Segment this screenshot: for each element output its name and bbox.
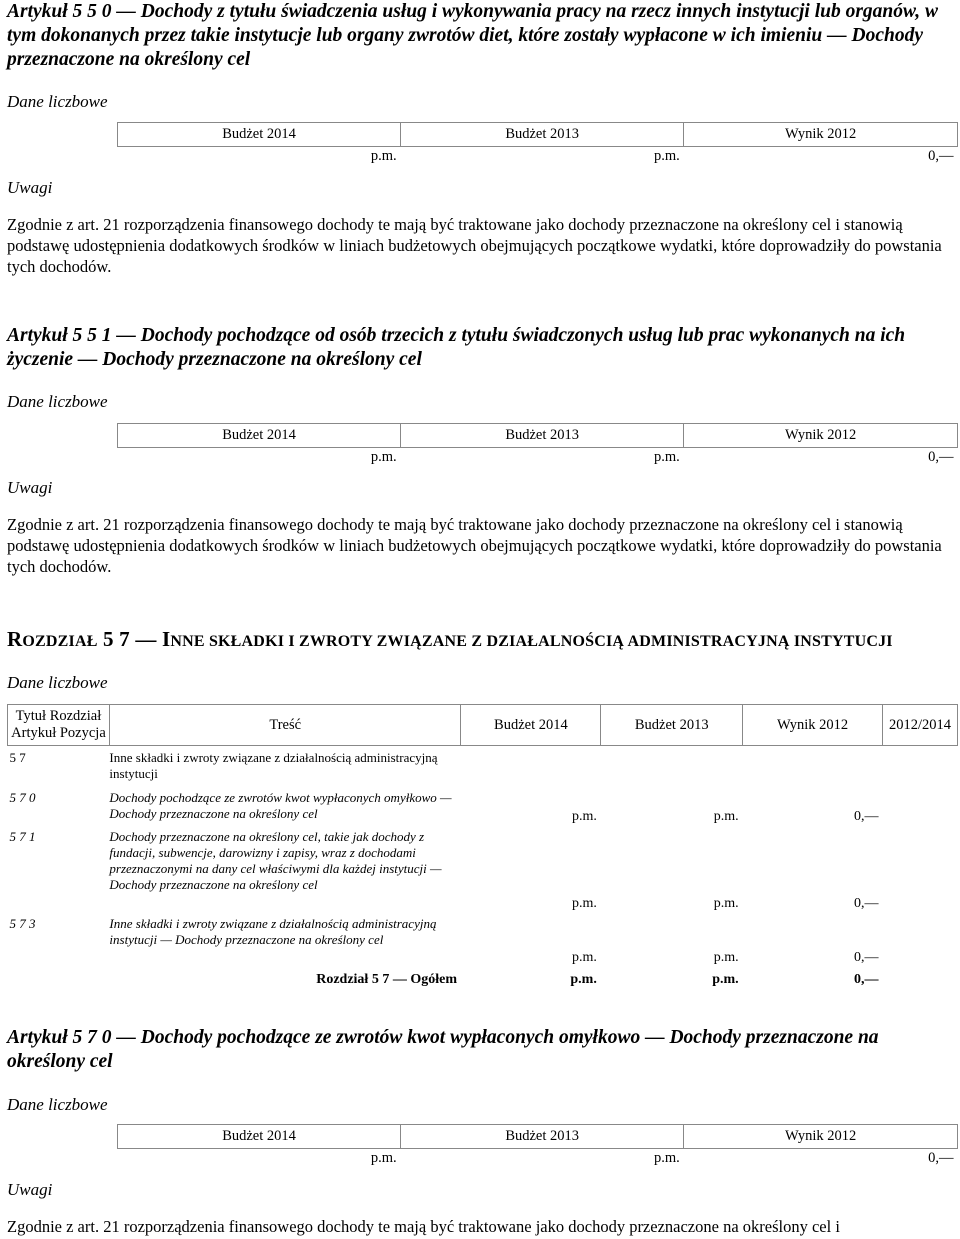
col-budzet-2013: Budżet 2013 [401,424,684,448]
col-wynik-2012: Wynik 2012 [684,1125,958,1149]
uwagi-label: Uwagi [7,478,53,497]
article-heading-570: Artykuł 5 7 0 — Dochody pochodzące ze zwrotów kwot wypłaconych omyłkowo — Dochody przeznaczone na określony cel [7,1027,879,1072]
total-row: Rozdział 5 7 — Ogółem p.m. p.m. 0,— [8,966,958,988]
col-budzet-2014: Budżet 2014 [118,123,401,147]
budget-table-551 [117,423,958,466]
col-wynik-2012: Wynik 2012 [684,424,958,448]
val-wynik-2012: 0,— [928,448,954,465]
row-text: Dochody przeznaczone na określony cel, takie jak dochody z fundacji, subwencje, darowizny i zapisy, wraz z dochodami przeznaczonymi na dany cel właściwymi dla każdej instytucji — Dochody przeznaczone na określony cel [109,828,442,892]
header-tresc: Treść [109,705,461,746]
col-budzet-2014: Budżet 2014 [118,424,401,448]
article-heading-550: Artykuł 5 5 0 — Dochody z tytułu świadczenia usług i wykonywania pracy na rzecz innych instytucji lub organów, w tym dokonanych przez takie instytucje lub organy zwrotów diet, które zostały wypłacone w ich imieniu — Dochody przeznaczone na określony cel [7,1,939,70]
header-tytul: Tytuł Rozdział Artykuł Pozycja [8,705,110,746]
table-row: 5 7 0 Dochody pochodzące ze zwrotów kwot wypłaconych omyłkowo — Dochody przeznaczone na określony cel p.m. p.m. 0,— [8,786,958,825]
val-budzet-2014: p.m. [370,147,397,164]
table-row [8,746,958,786]
chapter-heading-57: ROZDZIAŁ 5 7 — INNE SKŁADKI I ZWROTY ZWIĄZANE Z DZIAŁALNOŚCIĄ ADMINISTRACYJNĄ INSTYTUCJI [7,627,893,651]
val-budzet-2013: p.m. [653,147,680,164]
header-b2014: Budżet 2014 [461,705,601,746]
dane-liczbowe-label: Dane liczbowe [7,92,108,111]
dane-liczbowe-label: Dane liczbowe [7,1095,108,1114]
row-id: 5 7 1 [9,828,36,844]
val-wynik-2012: 0,— [928,147,954,164]
row-text: Dochody pochodzące ze zwrotów kwot wypłaconych omyłkowo — Dochody przeznaczone na określony cel [109,789,452,821]
dane-liczbowe-label: Dane liczbowe [7,392,108,411]
col-budzet-2013: Budżet 2013 [401,1125,684,1149]
header-b2013: Budżet 2013 [601,705,743,746]
row-id: 5 7 3 [9,915,36,931]
total-label: Rozdział 5 7 — Ogółem [316,971,457,987]
val-budzet-2014: p.m. [370,448,397,465]
remarks-paragraph: Zgodnie z art. 21 rozporządzenia finansowego dochody te mają być traktowane jako dochody przeznaczone na określony cel i stanowią podstawę udostępnienia dodatkowych środków w liniach budżetowych obejmujących początkowe wydatki, które doprowadziły do powstania tych dochodów. [7,215,942,276]
header-ratio: 2012/2014 [882,705,957,746]
val-wynik-2012: 0,— [928,1149,954,1166]
col-budzet-2014: Budżet 2014 [118,1125,401,1149]
row-id: 5 7 [9,750,26,765]
row-id: 5 7 0 [9,789,36,805]
budget-table-570 [117,1124,958,1167]
remarks-paragraph: Zgodnie z art. 21 rozporządzenia finansowego dochody te mają być traktowane jako dochody przeznaczone na określony cel i stanowią podstawę udostępnienia dodatkowych środków w liniach budżetowych obejmujących początkowe wydatki, które doprowadziły do powstania tych dochodów. [7,515,942,576]
row-text: Inne składki i zwroty związane z działalnością administracyjną instytucji [109,750,438,781]
val-budzet-2013: p.m. [653,1149,680,1166]
budget-table-550 [117,122,958,165]
uwagi-label: Uwagi [7,178,53,197]
uwagi-label: Uwagi [7,1180,53,1199]
remarks-paragraph: Zgodnie z art. 21 rozporządzenia finansowego dochody te mają być traktowane jako dochody przeznaczone na określony cel i [7,1217,840,1236]
col-wynik-2012: Wynik 2012 [684,123,958,147]
header-w2012: Wynik 2012 [743,705,883,746]
chapter-table [7,704,958,988]
row-text: Inne składki i zwroty związane z działalnością administracyjną instytucji — Dochody przeznaczone na określony cel [109,915,437,947]
table-row: 5 7 3 Inne składki i zwroty związane z działalnością administracyjną instytucji — Dochody przeznaczone na określony cel p.m. p.m. 0,— [8,912,958,966]
val-budzet-2013: p.m. [653,448,680,465]
table-row: 5 7 1 Dochody przeznaczone na określony cel, takie jak dochody z fundacji, subwencje, darowizny i zapisy, wraz z dochodami przeznaczonymi na dany cel właściwymi dla każdej instytucji — Dochody przeznaczone na określony cel p.m. p.m. 0,— [8,825,958,912]
val-budzet-2014: p.m. [370,1149,397,1166]
col-budzet-2013: Budżet 2013 [401,123,684,147]
dane-liczbowe-label: Dane liczbowe [7,673,108,692]
article-heading-551: Artykuł 5 5 1 — Dochody pochodzące od osób trzecich z tytułu świadczonych usług lub prac wykonanych na ich życzenie — Dochody przeznaczone na określony cel [7,325,906,370]
